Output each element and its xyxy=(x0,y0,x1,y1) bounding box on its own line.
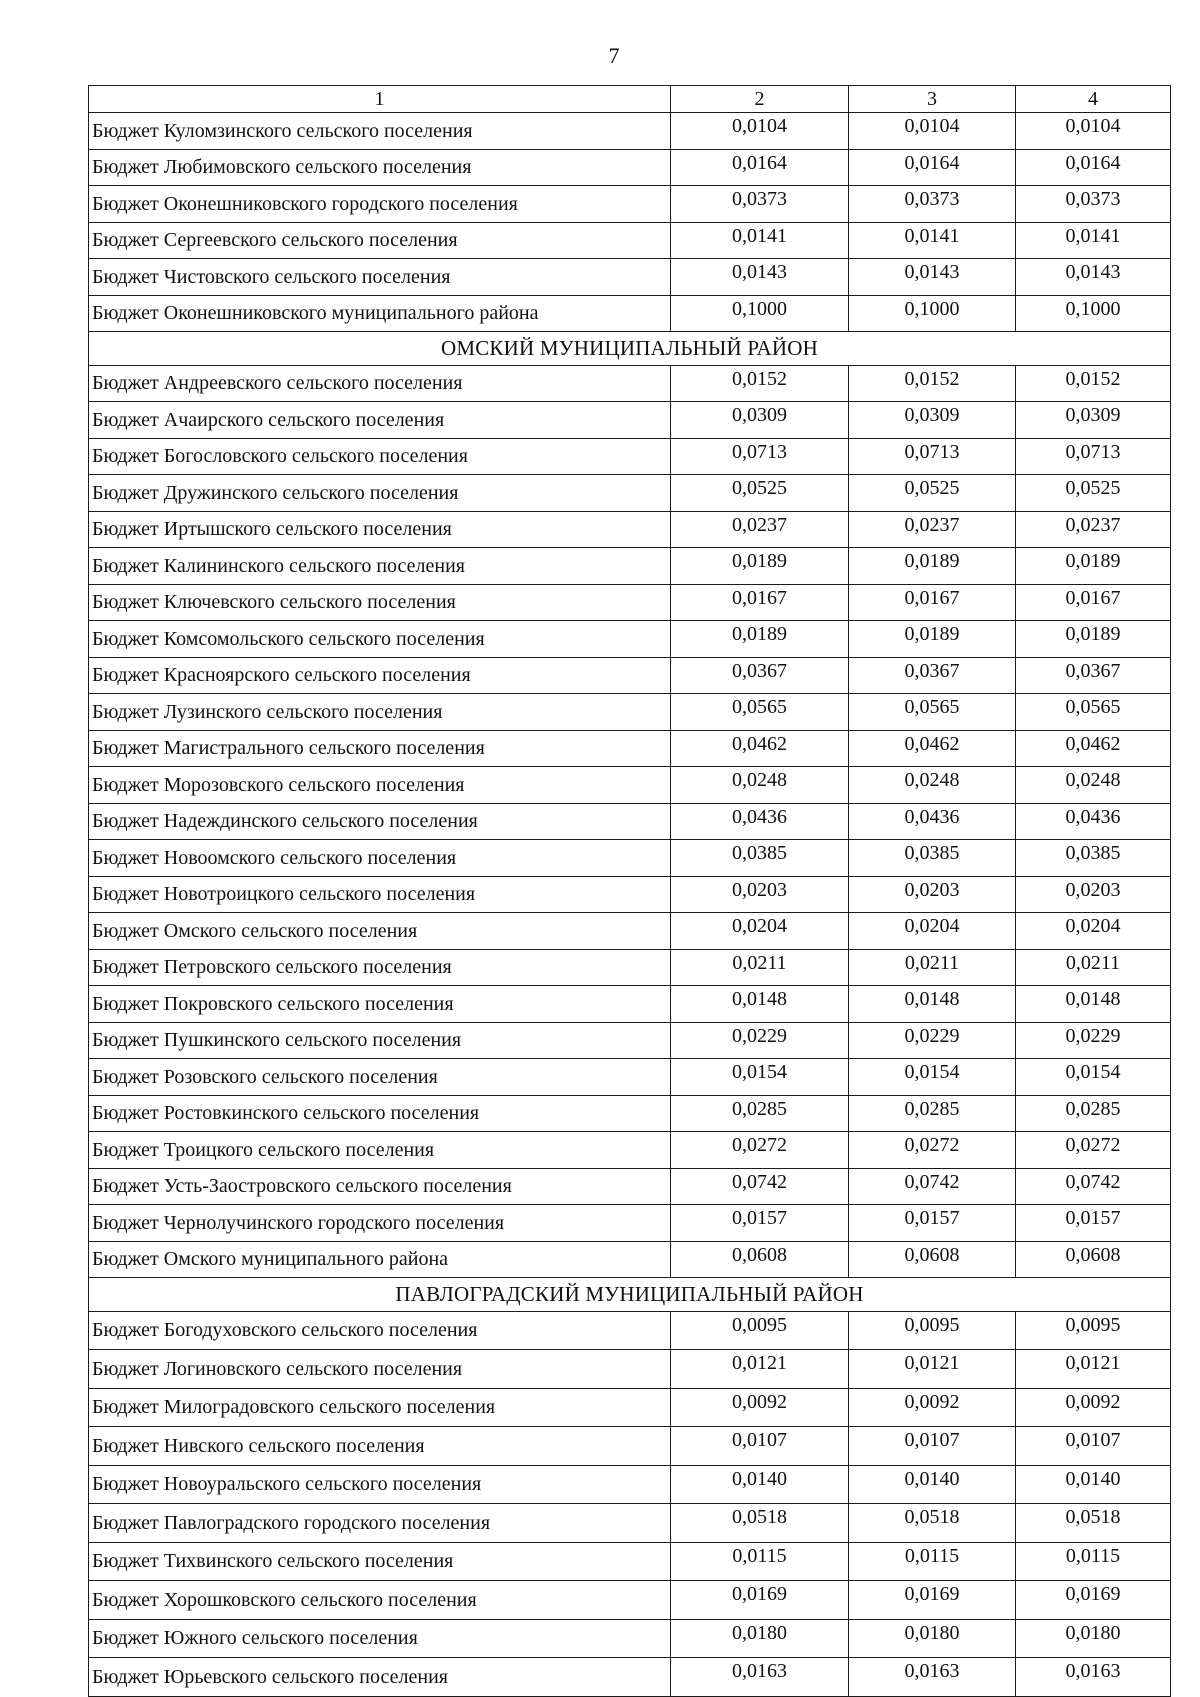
coefficient-cell-col3: 0,0180 xyxy=(849,1619,1016,1658)
table-row xyxy=(89,149,1171,186)
coefficient-cell-col3: 0,0163 xyxy=(849,1658,1016,1697)
column-header-2: 2 xyxy=(671,86,849,113)
budget-name-cell: Бюджет Новоуральского сельского поселения xyxy=(89,1465,671,1504)
coefficient-cell-col4: 0,0608 xyxy=(1016,1241,1171,1278)
budget-name-cell: Бюджет Юрьевского сельского поселения xyxy=(89,1658,671,1697)
table-row xyxy=(89,1095,1171,1132)
coefficient-cell-col2: 0,0211 xyxy=(671,949,849,986)
coefficient-cell-col4: 0,0436 xyxy=(1016,803,1171,840)
coefficient-cell-col2: 0,0608 xyxy=(671,1241,849,1278)
coefficient-cell-col2: 0,0092 xyxy=(671,1388,849,1427)
coefficient-cell-col3: 0,0104 xyxy=(849,113,1016,150)
coefficient-cell-col2: 0,0742 xyxy=(671,1168,849,1205)
coefficient-cell-col2: 0,0272 xyxy=(671,1132,849,1169)
section-title: ОМСКИЙ МУНИЦИПАЛЬНЫЙ РАЙОН xyxy=(89,332,1171,366)
budget-name-cell: Бюджет Оконешниковского городского поселения xyxy=(89,186,671,223)
coefficient-cell-col3: 0,0248 xyxy=(849,767,1016,804)
coefficient-cell-col4: 0,0167 xyxy=(1016,584,1171,621)
coefficient-cell-col2: 0,0203 xyxy=(671,876,849,913)
coefficient-cell-col3: 0,0203 xyxy=(849,876,1016,913)
table-row xyxy=(89,1168,1171,1205)
coefficient-cell-col4: 0,0203 xyxy=(1016,876,1171,913)
coefficient-cell-col3: 0,0154 xyxy=(849,1059,1016,1096)
table-row xyxy=(89,1427,1171,1466)
table-row xyxy=(89,438,1171,475)
budget-table xyxy=(88,85,1171,1697)
coefficient-cell-col4: 0,0272 xyxy=(1016,1132,1171,1169)
coefficient-cell-col4: 0,0152 xyxy=(1016,365,1171,402)
coefficient-cell-col2: 0,0436 xyxy=(671,803,849,840)
coefficient-cell-col4: 0,0248 xyxy=(1016,767,1171,804)
coefficient-cell-col2: 0,0107 xyxy=(671,1427,849,1466)
column-header-3: 3 xyxy=(849,86,1016,113)
table-body xyxy=(89,86,1171,1697)
coefficient-cell-col4: 0,0169 xyxy=(1016,1581,1171,1620)
coefficient-cell-col3: 0,0229 xyxy=(849,1022,1016,1059)
coefficient-cell-col3: 0,0367 xyxy=(849,657,1016,694)
table-row xyxy=(89,295,1171,332)
budget-name-cell: Бюджет Тихвинского сельского поселения xyxy=(89,1542,671,1581)
coefficient-cell-col3: 0,0143 xyxy=(849,259,1016,296)
coefficient-cell-col4: 0,0713 xyxy=(1016,438,1171,475)
coefficient-cell-col4: 0,0180 xyxy=(1016,1619,1171,1658)
budget-name-cell: Бюджет Новоомского сельского поселения xyxy=(89,840,671,877)
budget-name-cell: Бюджет Омского сельского поселения xyxy=(89,913,671,950)
table-row xyxy=(89,113,1171,150)
coefficient-cell-col4: 0,0121 xyxy=(1016,1350,1171,1389)
coefficient-cell-col4: 0,0157 xyxy=(1016,1205,1171,1242)
coefficient-cell-col3: 0,0713 xyxy=(849,438,1016,475)
table-row xyxy=(89,475,1171,512)
budget-name-cell: Бюджет Лузинского сельского поселения xyxy=(89,694,671,731)
coefficient-cell-col3: 0,0272 xyxy=(849,1132,1016,1169)
coefficient-cell-col3: 0,0157 xyxy=(849,1205,1016,1242)
table-row xyxy=(89,1022,1171,1059)
coefficient-cell-col3: 0,0309 xyxy=(849,402,1016,439)
budget-name-cell: Бюджет Розовского сельского поселения xyxy=(89,1059,671,1096)
coefficient-cell-col4: 0,0148 xyxy=(1016,986,1171,1023)
coefficient-cell-col4: 0,0163 xyxy=(1016,1658,1171,1697)
budget-name-cell: Бюджет Оконешниковского муниципального района xyxy=(89,295,671,332)
table-row xyxy=(89,1059,1171,1096)
coefficient-cell-col4: 0,0143 xyxy=(1016,259,1171,296)
coefficient-cell-col2: 0,0713 xyxy=(671,438,849,475)
coefficient-cell-col4: 0,0565 xyxy=(1016,694,1171,731)
coefficient-cell-col3: 0,0189 xyxy=(849,621,1016,658)
budget-name-cell: Бюджет Милоградовского сельского поселения xyxy=(89,1388,671,1427)
coefficient-cell-col2: 0,0237 xyxy=(671,511,849,548)
coefficient-cell-col4: 0,0189 xyxy=(1016,621,1171,658)
table-row xyxy=(89,1465,1171,1504)
coefficient-cell-col3: 0,0742 xyxy=(849,1168,1016,1205)
table-row xyxy=(89,1542,1171,1581)
table-row xyxy=(89,986,1171,1023)
table-row xyxy=(89,259,1171,296)
coefficient-cell-col2: 0,0140 xyxy=(671,1465,849,1504)
budget-name-cell: Бюджет Дружинского сельского поселения xyxy=(89,475,671,512)
budget-name-cell: Бюджет Богословского сельского поселения xyxy=(89,438,671,475)
coefficient-cell-col4: 0,0140 xyxy=(1016,1465,1171,1504)
table-row xyxy=(89,913,1171,950)
coefficient-cell-col2: 0,0167 xyxy=(671,584,849,621)
table-row xyxy=(89,876,1171,913)
coefficient-cell-col3: 0,0107 xyxy=(849,1427,1016,1466)
budget-name-cell: Бюджет Богодуховского сельского поселения xyxy=(89,1311,671,1350)
coefficient-cell-col3: 0,0518 xyxy=(849,1504,1016,1543)
coefficient-cell-col2: 0,0367 xyxy=(671,657,849,694)
table-row xyxy=(89,1619,1171,1658)
budget-name-cell: Бюджет Надеждинского сельского поселения xyxy=(89,803,671,840)
budget-name-cell: Бюджет Омского муниципального района xyxy=(89,1241,671,1278)
budget-name-cell: Бюджет Андреевского сельского поселения xyxy=(89,365,671,402)
coefficient-cell-col2: 0,0189 xyxy=(671,621,849,658)
coefficient-cell-col4: 0,0285 xyxy=(1016,1095,1171,1132)
table-row xyxy=(89,1658,1171,1697)
coefficient-cell-col3: 0,0140 xyxy=(849,1465,1016,1504)
coefficient-cell-col2: 0,0157 xyxy=(671,1205,849,1242)
coefficient-cell-col4: 0,0462 xyxy=(1016,730,1171,767)
budget-name-cell: Бюджет Покровского сельского поселения xyxy=(89,986,671,1023)
coefficient-cell-col4: 0,0309 xyxy=(1016,402,1171,439)
coefficient-cell-col3: 0,0565 xyxy=(849,694,1016,731)
coefficient-cell-col2: 0,1000 xyxy=(671,295,849,332)
budget-name-cell: Бюджет Усть-Заостровского сельского поселения xyxy=(89,1168,671,1205)
table-row xyxy=(89,365,1171,402)
coefficient-cell-col2: 0,0164 xyxy=(671,149,849,186)
coefficient-cell-col2: 0,0462 xyxy=(671,730,849,767)
column-header-1: 1 xyxy=(89,86,671,113)
coefficient-cell-col4: 0,0525 xyxy=(1016,475,1171,512)
coefficient-cell-col4: 0,0211 xyxy=(1016,949,1171,986)
coefficient-cell-col4: 0,0107 xyxy=(1016,1427,1171,1466)
budget-name-cell: Бюджет Куломзинского сельского поселения xyxy=(89,113,671,150)
coefficient-cell-col2: 0,0104 xyxy=(671,113,849,150)
table-row xyxy=(89,694,1171,731)
column-number-row xyxy=(89,86,1171,113)
budget-name-cell: Бюджет Чернолучинского городского поселения xyxy=(89,1205,671,1242)
table-row xyxy=(89,1132,1171,1169)
budget-name-cell: Бюджет Магистрального сельского поселения xyxy=(89,730,671,767)
coefficient-cell-col2: 0,0518 xyxy=(671,1504,849,1543)
table-row xyxy=(89,186,1171,223)
budget-name-cell: Бюджет Иртышского сельского поселения xyxy=(89,511,671,548)
coefficient-cell-col3: 0,0141 xyxy=(849,222,1016,259)
coefficient-cell-col3: 0,0095 xyxy=(849,1311,1016,1350)
coefficient-cell-col4: 0,1000 xyxy=(1016,295,1171,332)
coefficient-cell-col2: 0,0229 xyxy=(671,1022,849,1059)
coefficient-cell-col2: 0,0095 xyxy=(671,1311,849,1350)
budget-name-cell: Бюджет Чистовского сельского поселения xyxy=(89,259,671,296)
budget-name-cell: Бюджет Сергеевского сельского поселения xyxy=(89,222,671,259)
coefficient-cell-col2: 0,0115 xyxy=(671,1542,849,1581)
coefficient-cell-col3: 0,0121 xyxy=(849,1350,1016,1389)
budget-name-cell: Бюджет Новотроицкого сельского поселения xyxy=(89,876,671,913)
coefficient-cell-col4: 0,0229 xyxy=(1016,1022,1171,1059)
coefficient-cell-col4: 0,0115 xyxy=(1016,1542,1171,1581)
coefficient-cell-col2: 0,0309 xyxy=(671,402,849,439)
coefficient-cell-col3: 0,0462 xyxy=(849,730,1016,767)
column-header-4: 4 xyxy=(1016,86,1171,113)
coefficient-cell-col3: 0,0373 xyxy=(849,186,1016,223)
coefficient-cell-col2: 0,0163 xyxy=(671,1658,849,1697)
coefficient-cell-col4: 0,0141 xyxy=(1016,222,1171,259)
coefficient-cell-col3: 0,0285 xyxy=(849,1095,1016,1132)
coefficient-cell-col2: 0,0148 xyxy=(671,986,849,1023)
budget-name-cell: Бюджет Хорошковского сельского поселения xyxy=(89,1581,671,1620)
coefficient-cell-col2: 0,0154 xyxy=(671,1059,849,1096)
page-number: 7 xyxy=(608,43,620,68)
table-row xyxy=(89,402,1171,439)
table-row xyxy=(89,548,1171,585)
coefficient-cell-col3: 0,0204 xyxy=(849,913,1016,950)
budget-name-cell: Бюджет Петровского сельского поселения xyxy=(89,949,671,986)
coefficient-cell-col4: 0,0204 xyxy=(1016,913,1171,950)
budget-name-cell: Бюджет Комсомольского сельского поселения xyxy=(89,621,671,658)
budget-name-cell: Бюджет Ростовкинского сельского поселения xyxy=(89,1095,671,1132)
budget-name-cell: Бюджет Нивского сельского поселения xyxy=(89,1427,671,1466)
budget-name-cell: Бюджет Павлоградского городского поселения xyxy=(89,1504,671,1543)
table-row xyxy=(89,730,1171,767)
section-header-row xyxy=(89,1278,1171,1312)
table-row xyxy=(89,1581,1171,1620)
coefficient-cell-col3: 0,0237 xyxy=(849,511,1016,548)
coefficient-cell-col2: 0,0204 xyxy=(671,913,849,950)
coefficient-cell-col3: 0,0169 xyxy=(849,1581,1016,1620)
section-title: ПАВЛОГРАДСКИЙ МУНИЦИПАЛЬНЫЙ РАЙОН xyxy=(89,1278,1171,1312)
coefficient-cell-col3: 0,0148 xyxy=(849,986,1016,1023)
coefficient-cell-col2: 0,0141 xyxy=(671,222,849,259)
table-row xyxy=(89,1388,1171,1427)
table-row xyxy=(89,657,1171,694)
budget-name-cell: Бюджет Логиновского сельского поселения xyxy=(89,1350,671,1389)
section-header-row xyxy=(89,332,1171,366)
budget-name-cell: Бюджет Южного сельского поселения xyxy=(89,1619,671,1658)
coefficient-cell-col3: 0,0152 xyxy=(849,365,1016,402)
coefficient-cell-col2: 0,0525 xyxy=(671,475,849,512)
coefficient-cell-col4: 0,0385 xyxy=(1016,840,1171,877)
coefficient-cell-col3: 0,0385 xyxy=(849,840,1016,877)
coefficient-cell-col2: 0,0385 xyxy=(671,840,849,877)
table-row xyxy=(89,511,1171,548)
coefficient-cell-col4: 0,0367 xyxy=(1016,657,1171,694)
coefficient-cell-col3: 0,0115 xyxy=(849,1542,1016,1581)
table-row xyxy=(89,767,1171,804)
budget-name-cell: Бюджет Пушкинского сельского поселения xyxy=(89,1022,671,1059)
budget-name-cell: Бюджет Любимовского сельского поселения xyxy=(89,149,671,186)
table-row xyxy=(89,803,1171,840)
table-row xyxy=(89,222,1171,259)
coefficient-cell-col3: 0,0189 xyxy=(849,548,1016,585)
coefficient-cell-col3: 0,0164 xyxy=(849,149,1016,186)
coefficient-cell-col3: 0,0436 xyxy=(849,803,1016,840)
budget-name-cell: Бюджет Красноярского сельского поселения xyxy=(89,657,671,694)
coefficient-cell-col4: 0,0373 xyxy=(1016,186,1171,223)
budget-name-cell: Бюджет Троицкого сельского поселения xyxy=(89,1132,671,1169)
coefficient-cell-col2: 0,0180 xyxy=(671,1619,849,1658)
coefficient-cell-col4: 0,0092 xyxy=(1016,1388,1171,1427)
table-row xyxy=(89,840,1171,877)
coefficient-cell-col3: 0,0608 xyxy=(849,1241,1016,1278)
coefficient-cell-col3: 0,0167 xyxy=(849,584,1016,621)
table-row xyxy=(89,1241,1171,1278)
coefficient-cell-col4: 0,0164 xyxy=(1016,149,1171,186)
coefficient-cell-col4: 0,0518 xyxy=(1016,1504,1171,1543)
budget-name-cell: Бюджет Морозовского сельского поселения xyxy=(89,767,671,804)
coefficient-cell-col3: 0,0211 xyxy=(849,949,1016,986)
coefficient-cell-col4: 0,0104 xyxy=(1016,113,1171,150)
coefficient-cell-col2: 0,0169 xyxy=(671,1581,849,1620)
coefficient-cell-col2: 0,0285 xyxy=(671,1095,849,1132)
coefficient-cell-col3: 0,0092 xyxy=(849,1388,1016,1427)
table-row xyxy=(89,1311,1171,1350)
budget-name-cell: Бюджет Калининского сельского поселения xyxy=(89,548,671,585)
table-row xyxy=(89,949,1171,986)
coefficient-cell-col2: 0,0373 xyxy=(671,186,849,223)
coefficient-cell-col2: 0,0565 xyxy=(671,694,849,731)
coefficient-cell-col2: 0,0143 xyxy=(671,259,849,296)
table-row xyxy=(89,621,1171,658)
budget-name-cell: Бюджет Ачаирского сельского поселения xyxy=(89,402,671,439)
coefficient-cell-col4: 0,0189 xyxy=(1016,548,1171,585)
coefficient-cell-col4: 0,0742 xyxy=(1016,1168,1171,1205)
coefficient-cell-col4: 0,0237 xyxy=(1016,511,1171,548)
coefficient-cell-col4: 0,0095 xyxy=(1016,1311,1171,1350)
table-row xyxy=(89,1205,1171,1242)
coefficient-cell-col2: 0,0189 xyxy=(671,548,849,585)
coefficient-cell-col4: 0,0154 xyxy=(1016,1059,1171,1096)
coefficient-cell-col3: 0,0525 xyxy=(849,475,1016,512)
coefficient-cell-col2: 0,0248 xyxy=(671,767,849,804)
table-row xyxy=(89,584,1171,621)
table-row xyxy=(89,1350,1171,1389)
coefficient-cell-col2: 0,0121 xyxy=(671,1350,849,1389)
table-row xyxy=(89,1504,1171,1543)
coefficient-cell-col3: 0,1000 xyxy=(849,295,1016,332)
budget-name-cell: Бюджет Ключевского сельского поселения xyxy=(89,584,671,621)
coefficient-cell-col2: 0,0152 xyxy=(671,365,849,402)
